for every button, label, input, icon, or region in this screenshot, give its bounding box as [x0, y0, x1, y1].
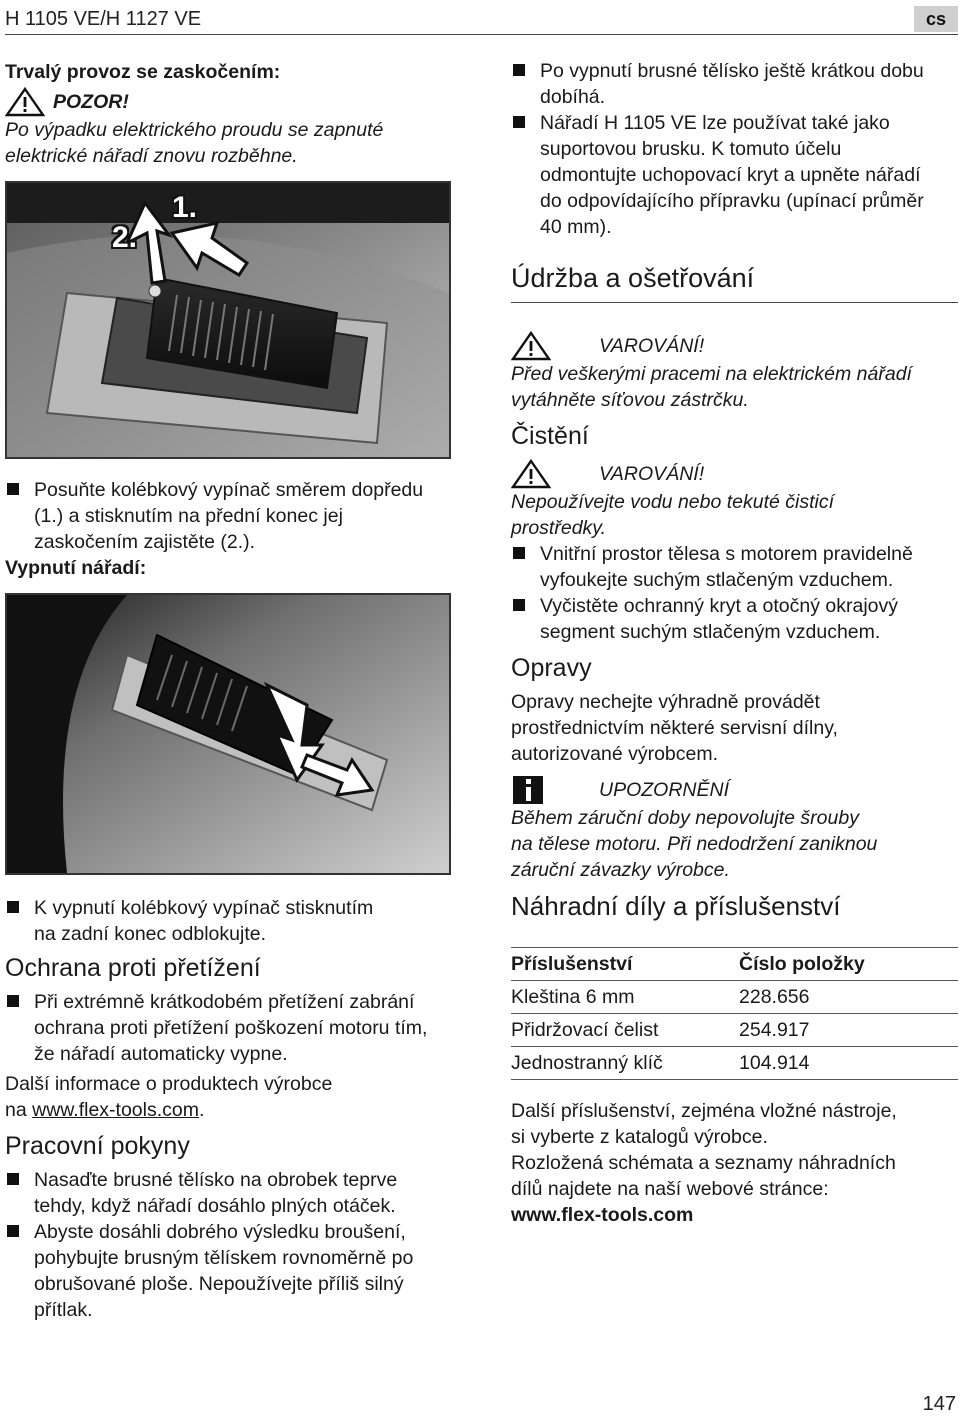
- table-header-row: [511, 948, 958, 981]
- text-line: 40 mm).: [540, 216, 612, 238]
- bullet-slide-switch: [5, 477, 445, 555]
- page-number: 147: [922, 1393, 956, 1415]
- left-column: [5, 58, 445, 1323]
- text-line: Nasaďte brusné tělísko na obrobek teprve: [34, 1169, 398, 1191]
- text-line: do odpovídajícího přípravku (upínací průměr: [540, 190, 924, 212]
- flex-tools-link[interactable]: www.flex-tools.com: [32, 1099, 199, 1121]
- text-line: přítlak.: [34, 1299, 93, 1321]
- accessories-table: [511, 947, 958, 1080]
- text-line: dobíhá.: [540, 86, 606, 108]
- maintenance-title: Údržba a ošetřování: [511, 262, 958, 303]
- switch-lock-illustration: [7, 183, 449, 457]
- overload-section-title: Ochrana proti přetížení: [5, 954, 261, 982]
- text-line: suportovou brusku. K tomuto účelu: [540, 138, 842, 160]
- table-header-cell: Příslušenství: [511, 948, 739, 981]
- caution-label: POZOR!: [53, 91, 129, 113]
- bullet-work-1: [5, 1167, 445, 1219]
- continuous-operation-title: Trvalý provoz se zaskočením:: [5, 61, 281, 83]
- text-line: vyfoukejte suchým stlačeným vzduchem.: [540, 569, 894, 591]
- info-icon: [511, 775, 551, 805]
- text-line: autorizované výrobcem.: [511, 743, 719, 765]
- text-line: odmontujte uchopovací kryt a upněte nářadí: [540, 164, 921, 186]
- more-info-link-line: [5, 1097, 445, 1123]
- work-instructions-title: Pracovní pokyny: [5, 1132, 190, 1160]
- warning-notice-2: [511, 459, 958, 489]
- table-row: [511, 1047, 958, 1080]
- repairs-text: [511, 689, 958, 767]
- language-badge: cs: [914, 6, 958, 32]
- note-text-line: Během záruční doby nepovolujte šrouby: [511, 807, 859, 829]
- warning-triangle-icon: [511, 331, 551, 361]
- table-header-cell: Číslo položky: [739, 948, 958, 981]
- table-cell: Přidržovací čelist: [511, 1014, 739, 1047]
- text-line: ochrana proti přetížení poškození motoru tím,: [34, 1017, 428, 1039]
- text-line: Rozložená schémata a seznamy náhradních: [511, 1152, 896, 1174]
- text-line: že nářadí automaticky vypne.: [34, 1043, 288, 1065]
- caution-text-line: elektrické nářadí znovu rozběhne.: [5, 145, 298, 167]
- text-line: prostřednictvím některé servisní dílny,: [511, 717, 838, 739]
- website-link[interactable]: www.flex-tools.com: [511, 1204, 694, 1226]
- step-label-1: 1.: [172, 191, 198, 224]
- table-cell: 254.917: [739, 1014, 958, 1047]
- warning-triangle-icon: [5, 87, 45, 117]
- note-label: UPOZORNĚNÍ: [599, 779, 730, 801]
- text-line: Nářadí H 1105 VE lze používat také jako: [540, 112, 890, 134]
- text-line: zaskočením zajistěte (2.).: [34, 531, 256, 553]
- warning-text-line: vytáhněte síťovou zástrčku.: [511, 389, 749, 411]
- table-cell: Kleština 6 mm: [511, 981, 739, 1014]
- warning-label: VAROVÁNÍ!: [599, 335, 705, 357]
- switch-off-illustration: [7, 595, 449, 873]
- bullet-overload: [5, 989, 445, 1067]
- switch-lock-figure: [5, 181, 451, 459]
- text-line: (1.) a stisknutím na přední konec jej: [34, 505, 343, 527]
- warning-triangle-icon: [511, 459, 551, 489]
- text-line: Při extrémně krátkodobém přetížení zabrání: [34, 991, 415, 1013]
- text-line: na zadní konec odblokujte.: [34, 923, 267, 945]
- caution-text-line: Po výpadku elektrického proudu se zapnuté: [5, 119, 384, 141]
- switch-off-title: Vypnutí nářadí:: [5, 557, 147, 579]
- text-line: tehdy, když nářadí dosáhlo plných otáček.: [34, 1195, 396, 1217]
- bullet-clean-2: [511, 593, 958, 645]
- more-info-prefix: na: [5, 1099, 33, 1121]
- note-text-line: záruční závazky výrobce.: [511, 859, 730, 881]
- table-cell: 228.656: [739, 981, 958, 1014]
- text-line: Opravy nechejte výhradně provádět: [511, 691, 820, 713]
- bullet-work-2: [5, 1219, 445, 1323]
- bullet-stationary-use: [511, 110, 958, 240]
- text-line: si vyberte z katalogů výrobce.: [511, 1126, 768, 1148]
- warning-text-line: Nepoužívejte vodu nebo tekuté čisticí: [511, 491, 835, 513]
- warning-text-line: prostředky.: [511, 517, 607, 539]
- text-line: Abyste dosáhli dobrého výsledku broušení,: [34, 1221, 406, 1243]
- table-cell: 104.914: [739, 1047, 958, 1080]
- caution-notice: [5, 87, 445, 117]
- warning-label: VAROVÁNÍ!: [599, 463, 705, 485]
- text-line: Posuňte kolébkový vypínač směrem dopředu: [34, 479, 424, 501]
- text-line: Vnitřní prostor tělesa s motorem pravidelně: [540, 543, 913, 565]
- text-line: segment suchým stlačeným vzduchem.: [540, 621, 881, 643]
- bullet-switch-off: [5, 895, 445, 947]
- text-line: pohybujte brusným tělískem rovnoměrně po: [34, 1247, 414, 1269]
- more-info-line: Další informace o produktech výrobce: [5, 1073, 333, 1095]
- step-label-2: 2.: [112, 221, 138, 254]
- spare-parts-title: Náhradní díly a příslušenství: [511, 891, 841, 921]
- model-name: H 1105 VE/H 1127 VE: [5, 8, 202, 30]
- cleaning-title: Čistění: [511, 422, 589, 450]
- accessories-text: [511, 1098, 958, 1228]
- table-row: [511, 1014, 958, 1047]
- repairs-title: Opravy: [511, 654, 592, 682]
- switch-off-figure: [5, 593, 451, 875]
- text-line: Další příslušenství, zejména vložné nástroje,: [511, 1100, 897, 1122]
- more-info-suffix: .: [198, 1099, 205, 1121]
- text-line: dílů najdete na naší webové stránce:: [511, 1178, 829, 1200]
- note-text-line: na tělese motoru. Při nedodržení zaniknou: [511, 833, 878, 855]
- info-notice: [511, 775, 958, 805]
- table-row: [511, 981, 958, 1014]
- page-header: [5, 6, 958, 35]
- table-cell: Jednostranný klíč: [511, 1047, 739, 1080]
- warning-text-line: Před veškerými pracemi na elektrickém nářadí: [511, 363, 912, 385]
- text-line: obrušované ploše. Nepoužívejte příliš silný: [34, 1273, 404, 1295]
- text-line: Po vypnutí brusné tělísko ještě krátkou dobu: [540, 60, 924, 82]
- bullet-clean-1: [511, 541, 958, 593]
- text-line: K vypnutí kolébkový vypínač stisknutím: [34, 897, 374, 919]
- right-column: [511, 58, 958, 1228]
- bullet-coast-down: [511, 58, 958, 110]
- warning-notice-1: [511, 331, 958, 361]
- text-line: Vyčistěte ochranný kryt a otočný okrajový: [540, 595, 899, 617]
